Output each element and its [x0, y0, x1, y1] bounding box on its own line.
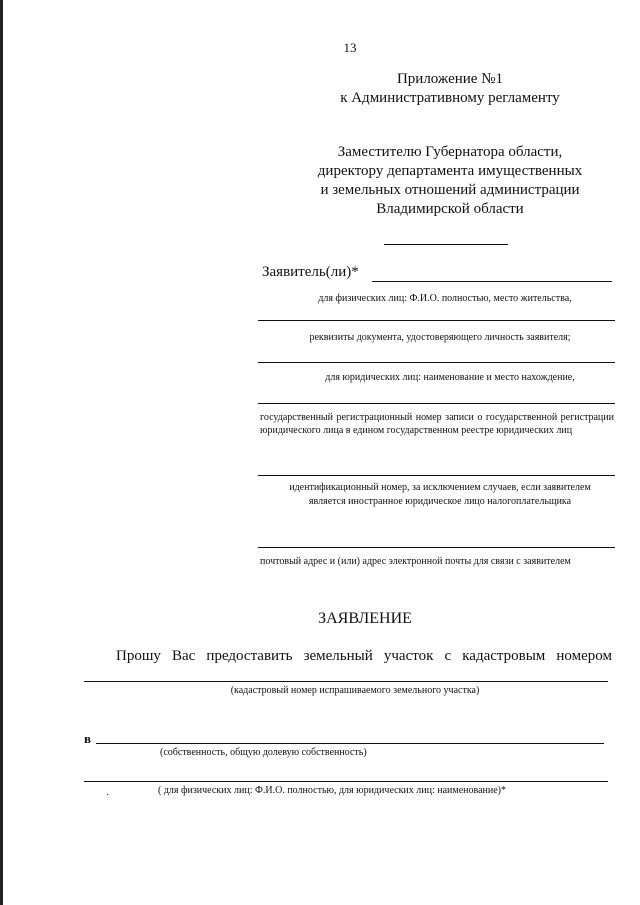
- cadastral-hint: (кадастровый номер испрашиваемого земельного участка): [230, 685, 480, 696]
- addressee-block: [280, 143, 620, 219]
- fill-line-5: [258, 475, 615, 476]
- statement-title: ЗАЯВЛЕНИЕ: [318, 610, 412, 627]
- ownership-hint: (собственность, общую долевую собственность): [160, 747, 367, 758]
- page-left-edge: [0, 0, 3, 905]
- hint-registration: государственный регистрационный номер записи о государственной регистрации юридического лица в едином государственном реестре юридических лиц: [260, 412, 614, 436]
- addressee-line-4: Владимирской области: [376, 201, 524, 217]
- ownership-fill-line: [96, 743, 604, 744]
- hint-contact: почтовый адрес и (или) адрес электронной почты для связи с заявителем: [260, 556, 571, 567]
- fill-line-6: [258, 547, 615, 548]
- applicant-fill-line: [372, 281, 612, 282]
- appendix-line-1: Приложение №1: [396, 71, 504, 87]
- hint-id-document: реквизиты документа, удостоверяющего личность заявителя;: [309, 332, 571, 343]
- hint-legal-entity: для юридических лиц: наименование и место нахождение,: [325, 372, 575, 383]
- stray-mark: ·: [106, 790, 110, 801]
- addressee-line-2: директору департамента имущественных: [317, 163, 583, 179]
- party-fill-line: [84, 781, 608, 782]
- fill-line-2: [258, 320, 615, 321]
- hint-tax-id-2: является иностранное юридическое лицо налогоплательщика: [308, 496, 572, 507]
- appendix-line-2: к Административному регламенту: [340, 90, 560, 106]
- appendix-header: [290, 70, 610, 108]
- request-text: Прошу Вас предоставить земельный участок с кадастровым номером: [116, 648, 612, 664]
- fill-line-3: [258, 362, 615, 363]
- addressee-line-1: Заместителю Губернатора области,: [337, 144, 563, 160]
- addressee-line-3: и земельных отношений администрации: [320, 182, 580, 198]
- party-hint: ( для физических лиц: Ф.И.О. полностью, для юридических лиц: наименование)*: [158, 785, 507, 796]
- hint-tax-id-1: идентификационный номер, за исключением случаев, если заявителем: [289, 482, 591, 493]
- hint-individual: для физических лиц: Ф.И.О. полностью, место жительства,: [318, 293, 572, 304]
- applicant-label: Заявитель(ли)*: [262, 264, 359, 280]
- cadastral-fill-line: [84, 681, 608, 682]
- fill-line-4: [258, 403, 615, 404]
- page-number: 13: [343, 40, 357, 55]
- addressee-name-line: [384, 244, 508, 245]
- in-letter: в: [84, 731, 92, 746]
